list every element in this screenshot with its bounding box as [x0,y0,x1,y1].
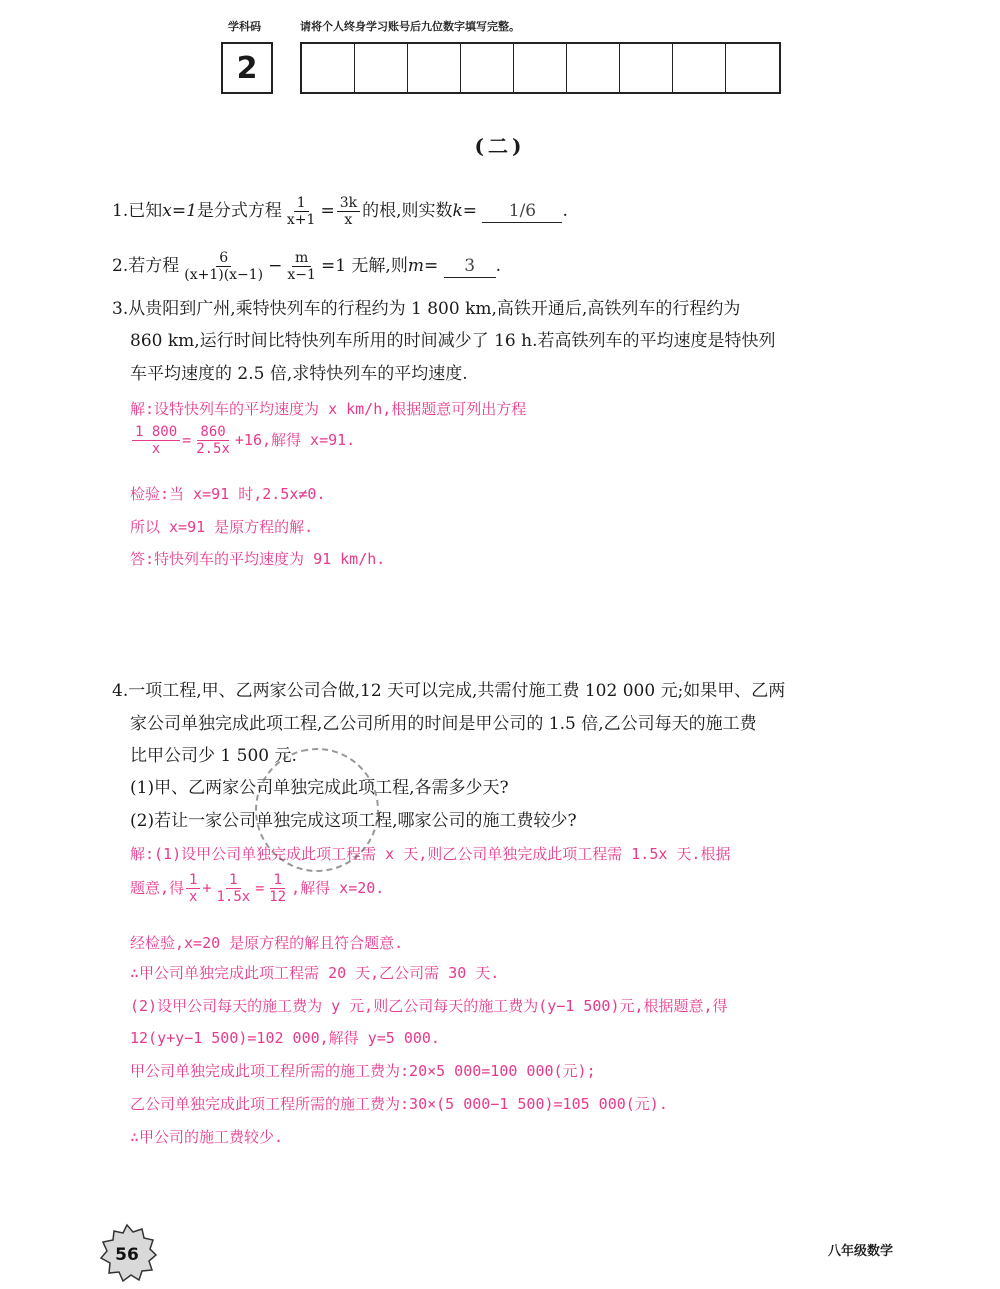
account-digit-cell[interactable] [302,44,355,92]
q4-solution-line: 乙公司单独完成此项工程所需的施工费为:30×(5 000−1 500)=105 000(元). [130,1095,668,1113]
account-digit-row [300,42,781,94]
fraction: $\frac{3k}{x}$ [337,195,360,228]
account-digit-cell[interactable] [567,44,620,92]
fraction: $\frac{1}{1.5x}$ [216,872,251,905]
fraction: $\frac{1}{x}$ [186,872,200,905]
answer-blank-2[interactable]: 3 [444,255,496,278]
question-3-line: 860 km,运行时间比特快列车所用的时间减少了 16 h.若高铁列车的平均速度是特快列 [130,331,776,351]
account-digit-cell[interactable] [408,44,461,92]
subject-code-label: 学科码 [228,20,261,33]
fraction: $\frac{1}{12}$ [269,872,287,905]
account-digit-cell[interactable] [461,44,514,92]
question-4-line: 比甲公司少 1 500 元. [130,746,297,766]
account-digit-cell[interactable] [514,44,567,92]
q4-solution-line: (2)设甲公司每天的施工费为 y 元,则乙公司每天的施工费为(y−1 500)元,根据题意,得 [130,997,728,1015]
q3-solution-equation: $\frac{1 800}{x}$ = $\frac{860}{2.5x}$ +16,解得 x=91. [130,424,355,457]
fraction: $\frac{1 800}{x}$ [132,424,180,457]
account-digit-cell[interactable] [673,44,726,92]
account-digit-cell[interactable] [726,44,779,92]
question-4-line: 4.一项工程,甲、乙两家公司合做,12 天可以完成,共需付施工费 102 000 元;如果甲、乙两 [112,681,786,701]
watermark-logo [870,1180,995,1285]
question-3-line: 车平均速度的 2.5 倍,求特快列车的平均速度. [130,364,468,384]
account-digit-cell[interactable] [620,44,673,92]
question-4-line: (2)若让一家公司单独完成这项工程,哪家公司的施工费较少? [130,811,577,831]
answer-blank-1[interactable]: 1/6 [482,200,562,223]
section-title: (二) [474,134,526,158]
q3-solution-line: 答:特快列车的平均速度为 91 km/h. [130,550,386,568]
footer-grade-subject: 八年级数学 [828,1244,894,1259]
question-4-line: 家公司单独完成此项工程,乙公司所用的时间是甲公司的 1.5 倍,乙公司每天的施工费 [130,714,757,734]
q4-solution-line: 经检验,x=20 是原方程的解且符合题意. [130,934,404,952]
q4-solution-line: 甲公司单独完成此项工程所需的施工费为:20×5 000=100 000(元); [130,1062,596,1080]
fraction: $\frac{1}{x+1}$ [286,195,316,228]
q4-solution-line: ∴甲公司的施工费较少. [130,1128,284,1146]
page-number-badge [96,1222,158,1284]
account-instruction: 请将个人终身学习账号后九位数字填写完整。 [300,20,520,33]
account-digit-cell[interactable] [355,44,408,92]
question-3-line: 3.从贵阳到广州,乘特快列车的行程约为 1 800 km,高铁开通后,高铁列车的行程约为 [112,299,741,319]
q4-solution-line: 解:(1)设甲公司单独完成此项工程需 x 天,则乙公司单独完成此项工程需 1.5x 天.根据 [130,845,731,863]
q3-solution-line: 所以 x=91 是原方程的解. [130,518,314,536]
q4-solution-equation: 题意,得 $\frac{1}{x}$ + $\frac{1}{1.5x}$ = $\frac{1}{12}$ ,解得 x=20. [130,872,385,905]
q3-solution-line: 检验:当 x=91 时,2.5x≠0. [130,485,326,503]
fraction: $\frac{860}{2.5x}$ [196,424,230,457]
q4-solution-line: ∴甲公司单独完成此项工程需 20 天,乙公司需 30 天. [130,964,500,982]
subject-code-box: 2 [221,42,273,94]
q4-solution-line: 12(y+y−1 500)=102 000,解得 y=5 000. [130,1029,440,1047]
question-2: 2.若方程 $\frac{6}{(x+1)(x-1)}$ − $\frac{m}{x-1}$ =1 无解,则m= 3 . [112,250,502,283]
fraction: $\frac{m}{x-1}$ [287,250,316,283]
question-4-line: (1)甲、乙两家公司单独完成此项工程,各需多少天? [130,778,509,798]
page-number: 56 [115,1245,139,1265]
q3-solution-line: 解:设特快列车的平均速度为 x km/h,根据题意可列出方程 [130,400,527,418]
fraction: $\frac{6}{(x+1)(x-1)}$ [184,250,264,283]
question-1: 1.已知x=1是分式方程 $\frac{1}{x+1}$ = $\frac{3k}{x}$ 的根,则实数k= 1/6 . [112,195,568,228]
